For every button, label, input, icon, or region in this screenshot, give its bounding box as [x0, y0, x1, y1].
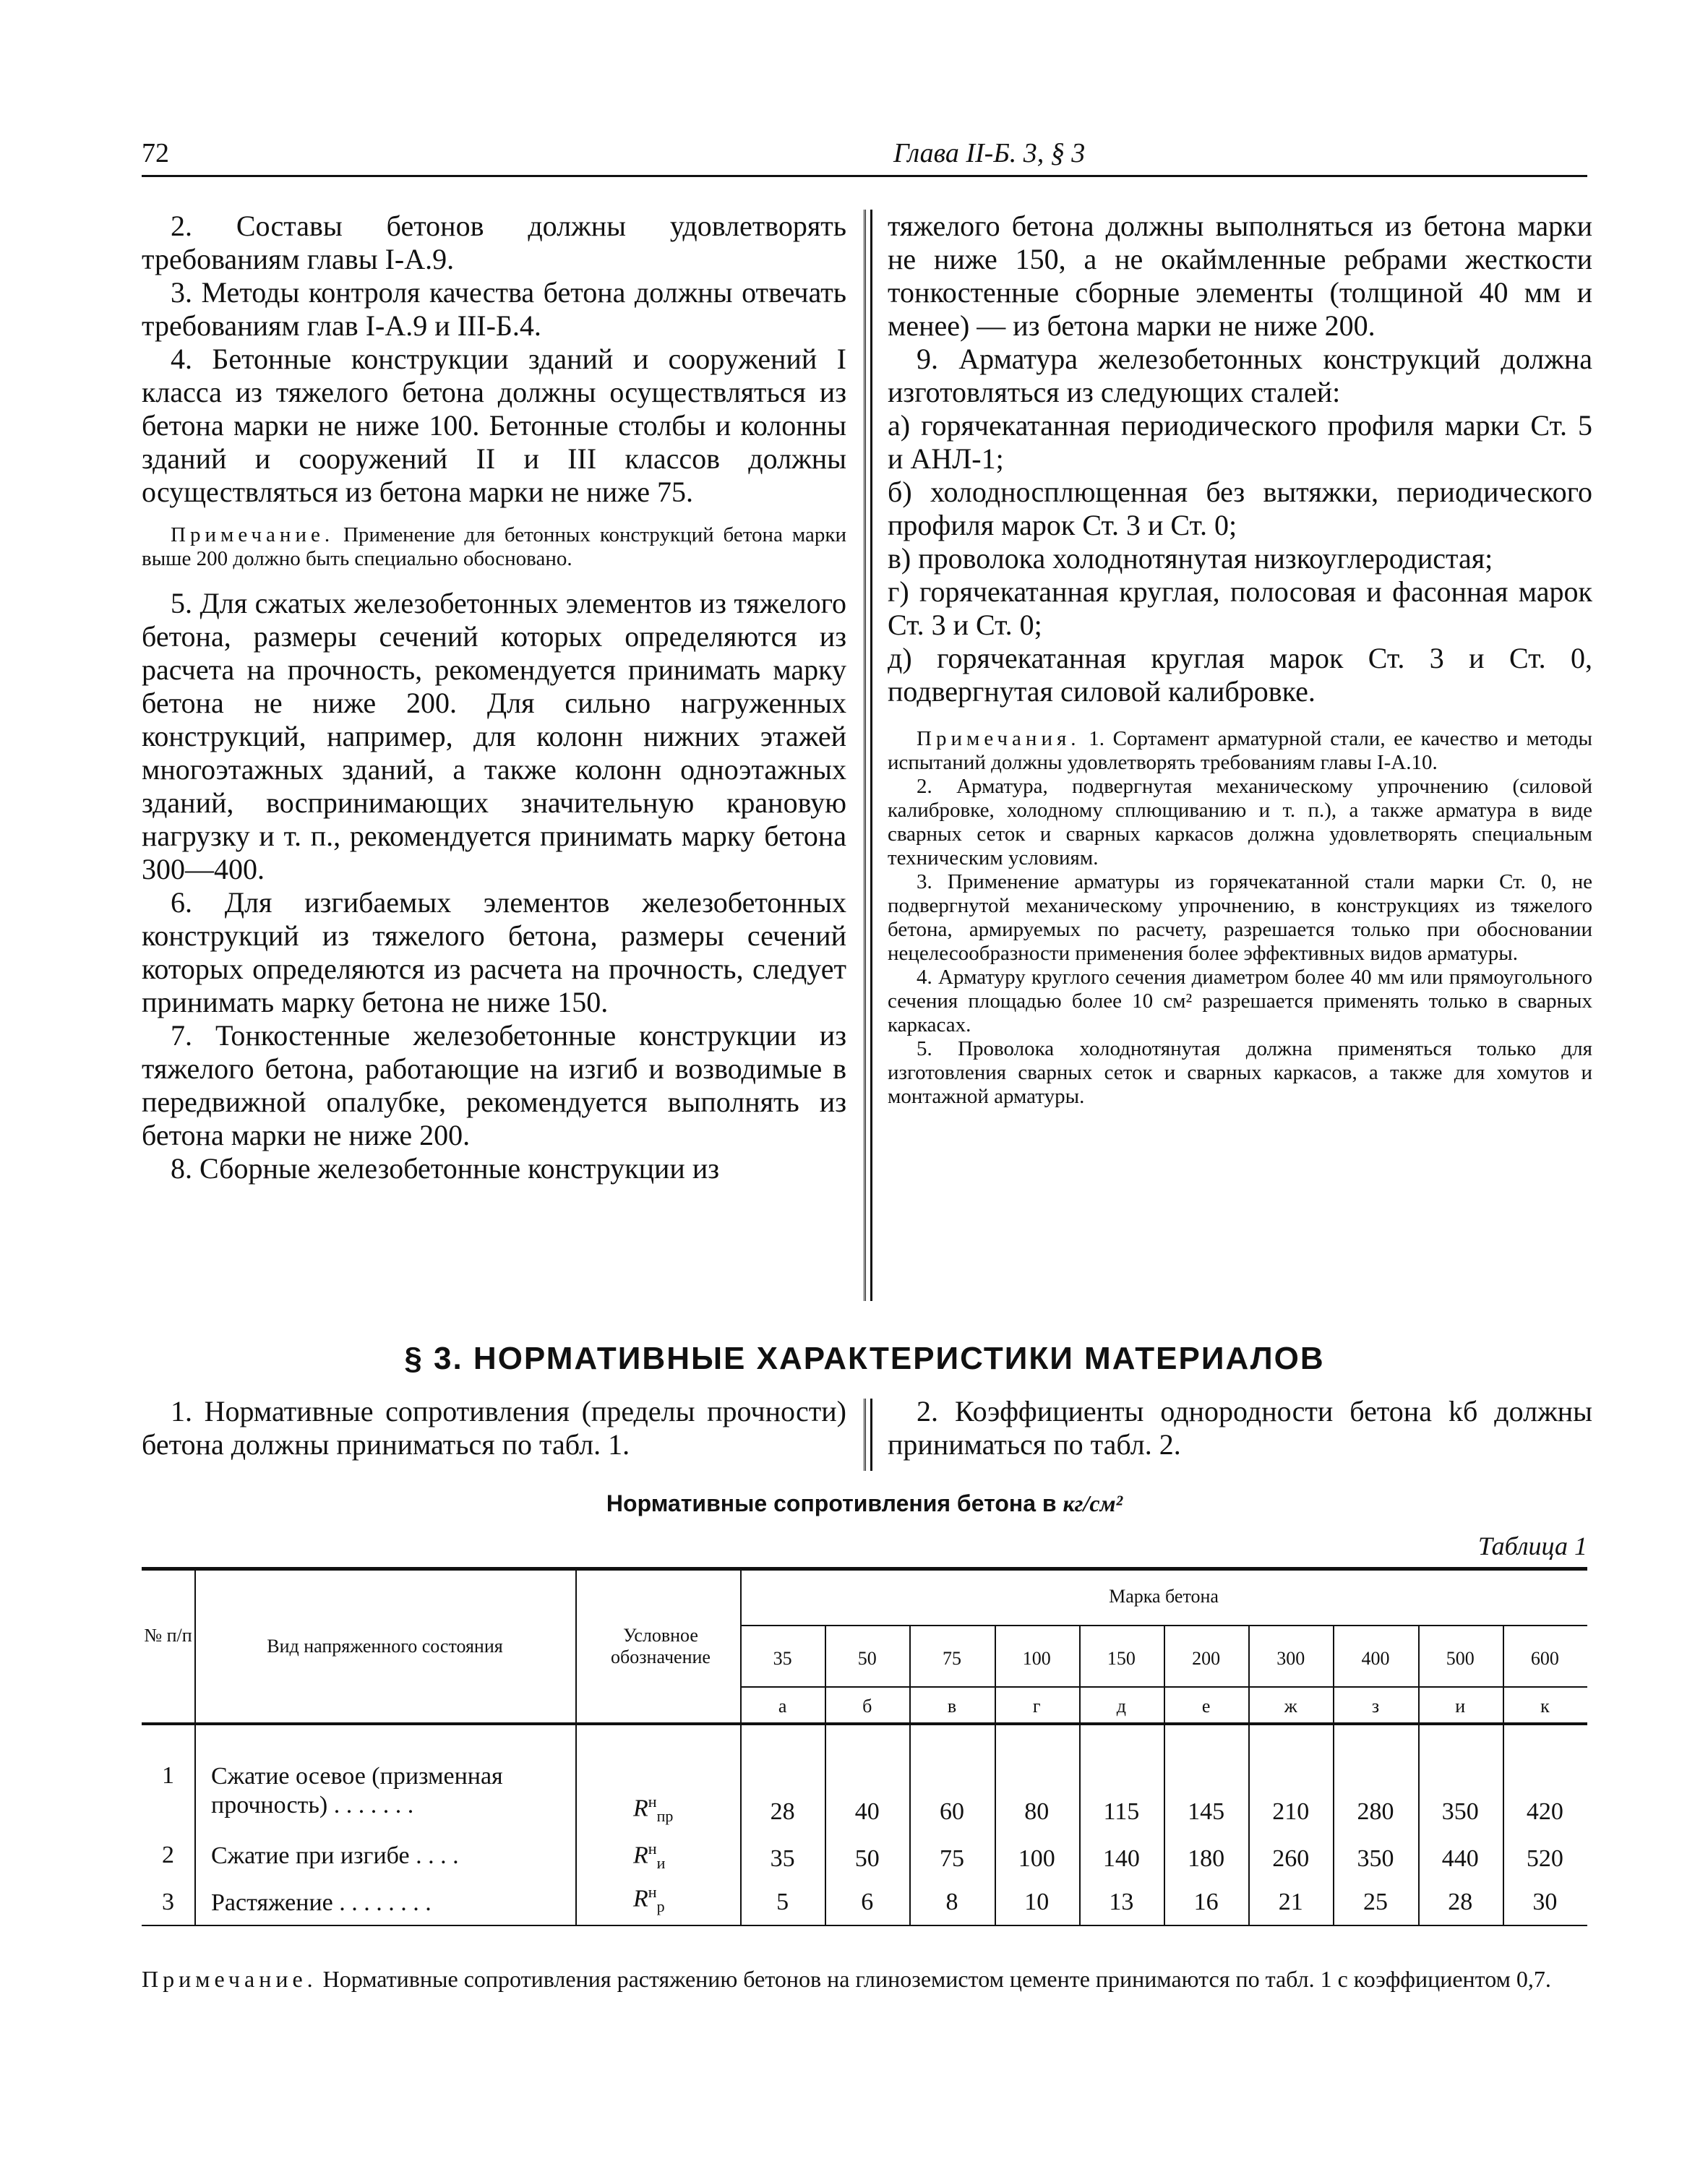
grade-cell: 35: [773, 1648, 792, 1669]
row-number: 3: [162, 1889, 174, 1915]
grade-cell: 400: [1361, 1648, 1390, 1669]
table-cell: 210: [1272, 1798, 1310, 1825]
table-cell: 75: [939, 1845, 964, 1872]
row-type-line: Сжатие осевое (призменная: [211, 1763, 503, 1790]
table-cell: 115: [1103, 1798, 1140, 1825]
table-cell: 8: [945, 1889, 958, 1915]
section-paragraph-1: 1. Нормативные сопротивления (пределы прочности) бетона должны приниматься по табл. 1.: [142, 1395, 846, 1461]
grade-letter: г: [1032, 1696, 1041, 1717]
list-item: в) проволока холоднотянутая низкоуглеродистая;: [888, 542, 1493, 575]
running-header: [142, 137, 1587, 173]
grade-vline: [1418, 1625, 1420, 1925]
note-item: 4. Арматуру круглого сечения диаметром более 40 мм или прямоугольного сечения площадью более 10 см² разрешается применять только в сварных каркасах.: [888, 966, 1592, 1036]
header-grade: Марка бетона: [1109, 1586, 1219, 1607]
table-vline: [194, 1567, 196, 1925]
header-rule: [142, 175, 1587, 177]
table-cell: 6: [861, 1889, 874, 1915]
table-cell: 440: [1441, 1845, 1479, 1872]
note-left: [142, 523, 846, 571]
grade-cell: 200: [1192, 1648, 1221, 1669]
paragraph-8: 8. Сборные железобетонные конструкции из: [171, 1152, 720, 1185]
table-footnote: [142, 1966, 1587, 1992]
table-bottom-rule: [142, 1925, 1587, 1926]
table-cell: 520: [1526, 1845, 1563, 1872]
table-cell: 28: [770, 1798, 795, 1825]
grade-cell: 75: [942, 1648, 961, 1669]
grade-cell: 500: [1446, 1648, 1475, 1669]
table-vline: [575, 1567, 577, 1925]
grade-letter: в: [947, 1696, 957, 1717]
table-cell: 350: [1441, 1798, 1479, 1825]
notes-label: Примечания.: [917, 727, 1081, 750]
note-item: Примечания. 1. Сортамент арматурной стали, ее качество и методы испытаний должны удовлетворять требованиям главы I-А.10.: [888, 727, 1592, 774]
list-item: д) горячекатанная круглая марок Ст. 3 и Ст. 0, подвергнутая силовой калибровке.: [888, 642, 1592, 708]
grade-vline: [1248, 1625, 1250, 1925]
row-type-line: прочность) . . . . . . .: [211, 1792, 414, 1819]
table-caption: Нормативные сопротивления бетона в кг/см²: [606, 1490, 1123, 1516]
column-divider: [864, 210, 872, 1301]
table-cell: 10: [1024, 1889, 1050, 1915]
notes-block: [888, 727, 1592, 1109]
paragraph-7: 7. Тонкостенные железобетонные конструкции из тяжелого бетона, работающие на изгиб и возводимые в передвижной опалубке, рекомендуется выполнять из бетона марки не ниже 200.: [142, 1019, 846, 1151]
table-cell: 145: [1188, 1798, 1225, 1825]
row-symbol: $R^н_{пр}$: [633, 1792, 674, 1826]
paragraph-3: 3. Методы контроля качества бетона должны отвечать требованиям глав I-А.9 и III-Б.4.: [142, 276, 846, 342]
grade-letter: ж: [1284, 1696, 1297, 1717]
header-type: Вид напряженного состояния: [267, 1636, 503, 1657]
row-type-line: Сжатие при изгибе . . . .: [211, 1842, 459, 1869]
note-text: Применение для бетонных конструкций бетона марки выше 200 должно быть специально обосновано.: [142, 523, 846, 570]
caption-unit: кг/см²: [1063, 1490, 1123, 1516]
section-paragraph-2: 2. Коэффициенты однородности бетона kб должны приниматься по табл. 2.: [888, 1395, 1592, 1461]
grade-letter: а: [778, 1696, 787, 1717]
table-cell: 16: [1193, 1889, 1219, 1915]
note-label: Примечание.: [171, 523, 335, 546]
table-label: Таблица 1: [1477, 1532, 1587, 1560]
grade-cell: 50: [857, 1648, 877, 1669]
grade-letter: д: [1116, 1696, 1126, 1717]
table-cell: 40: [854, 1798, 880, 1825]
list-item: б) холодносплющенная без вытяжки, периодического профиля марок Ст. 3 и Ст. 0;: [888, 476, 1592, 541]
table-cell: 100: [1018, 1845, 1055, 1872]
table-cell: 80: [1024, 1798, 1050, 1825]
grade-vline: [995, 1625, 996, 1925]
grade-vline: [1333, 1625, 1334, 1925]
row-symbol: $R^н_р$: [633, 1883, 665, 1916]
header-symbol: Условное обозначение: [611, 1625, 711, 1667]
paragraph-9: 9. Арматура железобетонных конструкций должна изготовляться из следующих сталей:: [888, 343, 1592, 408]
list-item: а) горячекатанная периодического профиля марки Ст. 5 и АНЛ-1;: [888, 409, 1592, 475]
row-type-line: Растяжение . . . . . . . .: [211, 1889, 432, 1916]
note-item: 5. Проволока холоднотянутая должна применяться только для изготовления сварных сеток и сварных каркасов, а также для хомутов и монтажной арматуры.: [888, 1037, 1592, 1108]
table-cell: 180: [1188, 1845, 1225, 1872]
column-divider-2: [864, 1399, 872, 1471]
paragraph-6: 6. Для изгибаемых элементов железобетонных конструкций из тяжелого бетона, размеры сечений которых определяются из расчета на прочность, следует принимать марку бетона не ниже 150.: [142, 886, 846, 1018]
grade-cell: 100: [1022, 1648, 1051, 1669]
row-number: 1: [162, 1762, 174, 1789]
steel-list: [888, 409, 1592, 708]
footnote-label: Примечание.: [142, 1966, 317, 1992]
table-cell: 21: [1278, 1889, 1303, 1915]
grade-cell: 600: [1530, 1648, 1559, 1669]
grade-cell: 150: [1107, 1648, 1136, 1669]
grade-letter: е: [1201, 1696, 1211, 1717]
chapter-reference: Глава II-Б. 3, § 3: [893, 138, 1086, 168]
row-number: 2: [162, 1842, 174, 1868]
table-cell: 50: [854, 1845, 880, 1872]
table-cell: 60: [939, 1798, 964, 1825]
grade-letter: б: [862, 1696, 872, 1717]
paragraph-8-continued: тяжелого бетона должны выполняться из бетона марки не ниже 150, а не окаймленные ребрами жесткости тонкостенные сборные элементы (толщиной 40 мм и менее) — из бетона марки не ниже 200.: [888, 210, 1592, 342]
table-cell: 5: [776, 1889, 789, 1915]
table-top-rule: [142, 1567, 1587, 1571]
table-cell: 140: [1102, 1845, 1140, 1872]
grade-letter: к: [1540, 1696, 1550, 1717]
list-item: г) горячекатанная круглая, полосовая и фасонная марок Ст. 3 и Ст. 0;: [888, 575, 1592, 641]
footnote-text: Нормативные сопротивления растяжению бетонов на глиноземистом цементе принимаются по табл. 1 с коэффициентом 0,7.: [322, 1966, 1551, 1992]
table-cell: 30: [1532, 1889, 1558, 1915]
table-cell: 13: [1109, 1889, 1134, 1915]
grade-vline: [909, 1625, 911, 1925]
note-item: 3. Применение арматуры из горячекатанной стали марки Ст. 0, не подвергнутой механическому упрочнению, в конструкциях из тяжелого бетона, армируемых по расчету, разрешается только при обосновании нецелесообразности применения более эффективных видов арматуры.: [888, 870, 1592, 965]
grade-letter: з: [1371, 1696, 1380, 1717]
row-type: [211, 1762, 565, 1820]
table-cell: 260: [1272, 1845, 1310, 1872]
grade-letter: и: [1455, 1696, 1466, 1717]
table-1: [142, 1567, 1587, 1928]
grade-vline: [1079, 1625, 1081, 1925]
paragraph-2: 2. Составы бетонов должны удовлетворять требованиям главы I-А.9.: [142, 210, 846, 275]
paragraph-4: 4. Бетонные конструкции зданий и сооружений I класса из тяжелого бетона должны осуществляться из бетона марки не ниже 100. Бетонные столбы и колонны зданий и сооружений II и III классов должны осуществляться из бетона марки не ниже 75.: [142, 343, 846, 508]
table-cell: 280: [1357, 1798, 1394, 1825]
note-item: 2. Арматура, подвергнутая механическому упрочнению (силовой калибровке, холодному сплющиванию и т. п.), а также арматура в виде сварных сеток и сварных каркасов должна удовлетворять специальным техническим условиям.: [888, 775, 1592, 869]
grade-vline: [825, 1625, 826, 1925]
left-column: [142, 210, 846, 1185]
grade-vline: [1164, 1625, 1165, 1925]
table-cell: 28: [1448, 1889, 1473, 1915]
row-type: [211, 1842, 565, 1871]
page-number: 72: [142, 138, 169, 168]
grade-cell: 300: [1276, 1648, 1305, 1669]
row-type: [211, 1889, 565, 1918]
table-cell: 25: [1362, 1889, 1388, 1915]
right-column: [888, 210, 1592, 1109]
table-cell: 35: [770, 1845, 795, 1872]
header-num: № п/п: [144, 1625, 192, 1646]
row-symbol: $R^н_и$: [633, 1839, 666, 1873]
section-heading: § 3. НОРМАТИВНЫЕ ХАРАКТЕРИСТИКИ МАТЕРИАЛОВ: [404, 1341, 1325, 1376]
table-header-rule: [142, 1722, 1587, 1725]
table-cell: 350: [1357, 1845, 1394, 1872]
grade-vline: [1503, 1625, 1504, 1925]
table-cell: 420: [1526, 1798, 1563, 1825]
paragraph-5: 5. Для сжатых железобетонных элементов из тяжелого бетона, размеры сечений которых определяются из расчета на прочность, рекомендуется принимать марку бетона не ниже 200. Для сильно нагруженных конструкций, например, для колонн нижних этажей многоэтажных зданий, а также колонн одноэтажных зданий, воспринимающих значительную крановую нагрузку и т. п., рекомендуется принимать марку бетона 300—400.: [142, 587, 846, 885]
